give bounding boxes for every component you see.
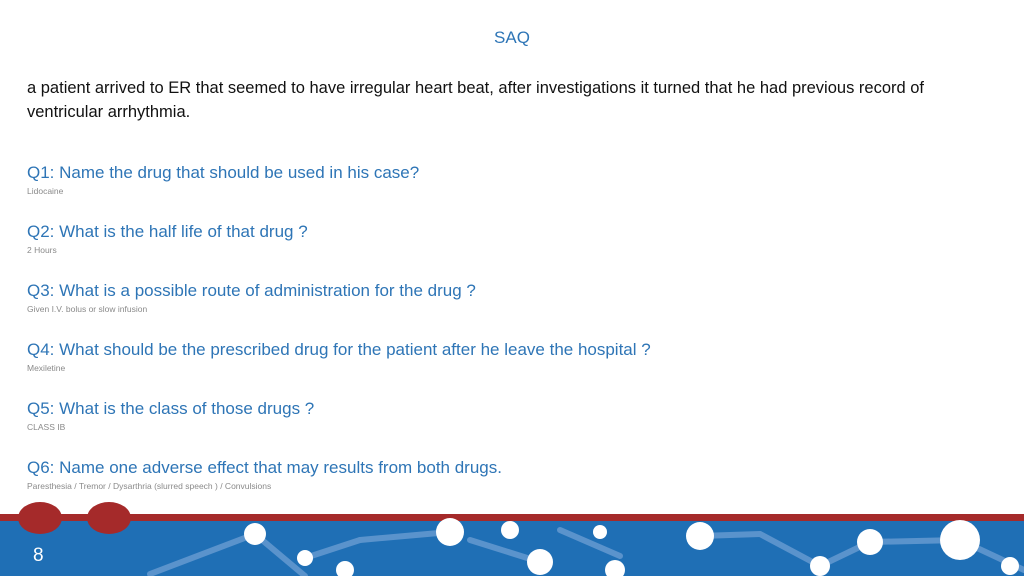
question-2: Q2: What is the half life of that drug ? <box>27 222 308 241</box>
answer-4: Mexiletine <box>27 363 66 373</box>
scenario-text: a patient arrived to ER that seemed to have irregular heart beat, after investigations it turned that he had previous record of ventricular arrhythmia. <box>27 79 925 121</box>
answer-2: 2 Hours <box>27 245 57 255</box>
footer-red-bar <box>0 514 1024 521</box>
page-number: 8 <box>33 545 44 566</box>
answer-3: Given I.V. bolus or slow infusion <box>27 304 148 314</box>
node-circle <box>810 556 830 576</box>
question-3: Q3: What is a possible route of administration for the drug ? <box>27 281 476 300</box>
red-circle-right <box>87 502 131 534</box>
node-circle <box>857 529 883 555</box>
node-circle <box>244 523 266 545</box>
node-circle <box>297 550 313 566</box>
node-circle <box>501 521 519 539</box>
question-6: Q6: Name one adverse effect that may results from both drugs. <box>27 458 502 477</box>
qa-item-6 <box>27 458 502 492</box>
question-4: Q4: What should be the prescribed drug for the patient after he leave the hospital ? <box>27 340 651 359</box>
answer-1: Lidocaine <box>27 186 64 196</box>
answer-6: Paresthesia / Tremor / Dysarthria (slurred speech ) / Convulsions <box>27 481 272 491</box>
qa-item-1 <box>27 163 419 197</box>
node-circle <box>1001 557 1019 575</box>
node-circle <box>527 549 553 575</box>
node-circle <box>436 518 464 546</box>
qa-item-5 <box>27 399 314 433</box>
slide-title: SAQ <box>494 28 530 47</box>
footer-decoration <box>0 500 1024 576</box>
question-1: Q1: Name the drug that should be used in his case? <box>27 163 420 182</box>
node-circle <box>686 522 714 550</box>
qa-item-3 <box>27 281 476 315</box>
qa-item-2 <box>27 222 308 256</box>
node-circle <box>940 520 980 560</box>
node-circle <box>593 525 607 539</box>
answer-5: CLASS IB <box>27 422 66 432</box>
qa-item-4 <box>27 340 651 374</box>
red-circle-left <box>18 502 62 534</box>
question-5: Q5: What is the class of those drugs ? <box>27 399 315 418</box>
